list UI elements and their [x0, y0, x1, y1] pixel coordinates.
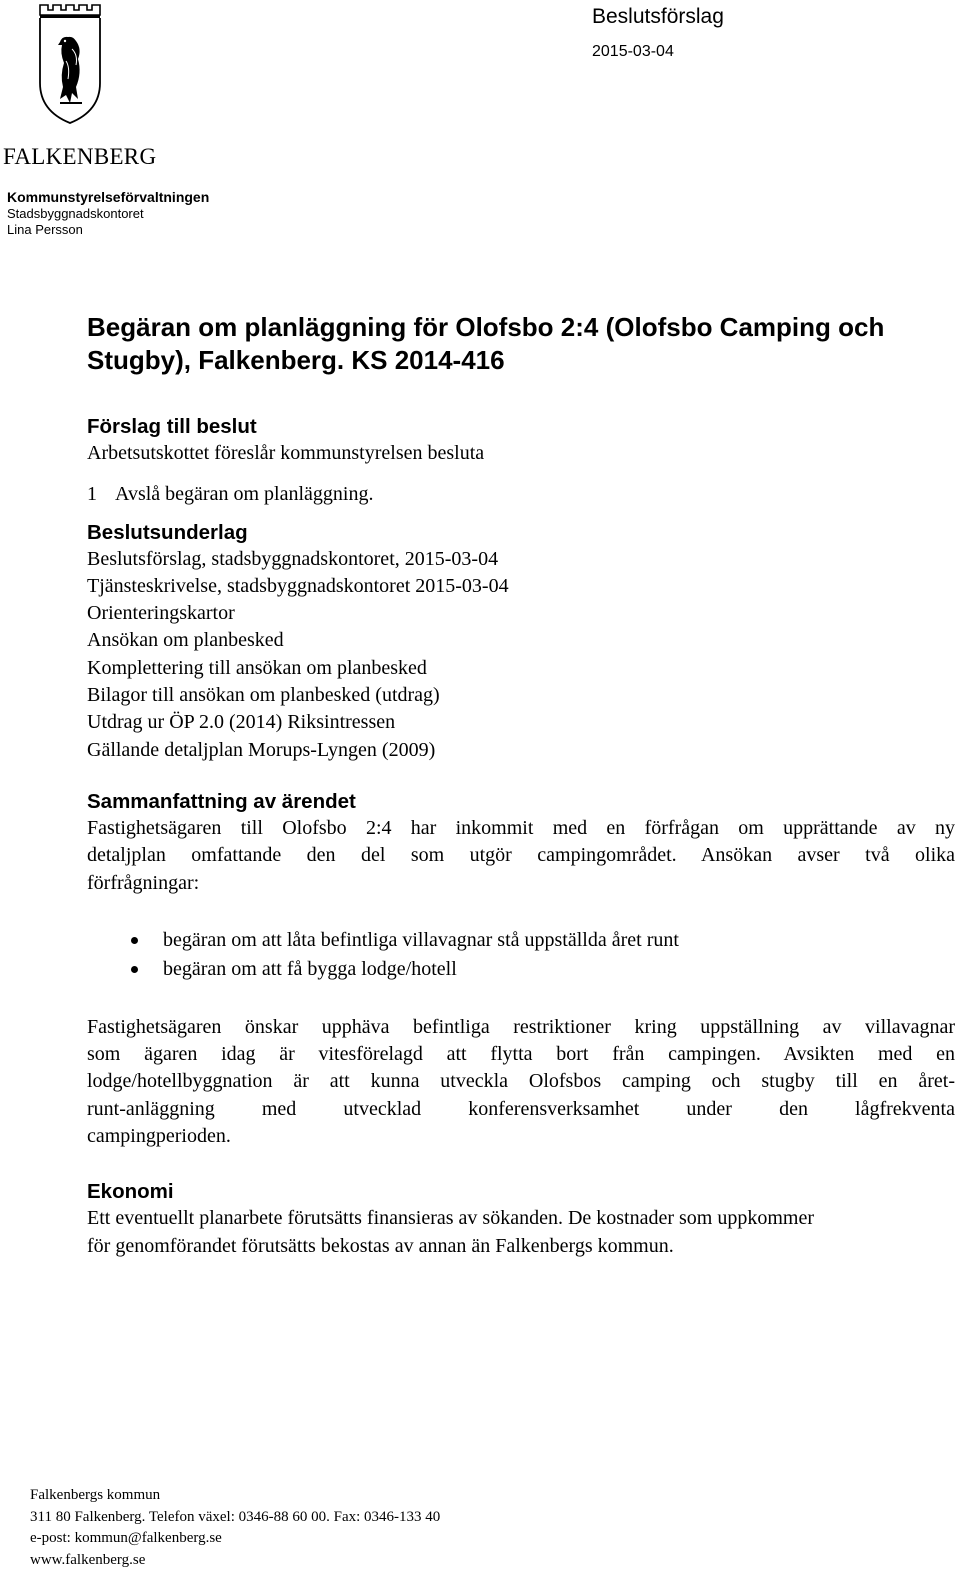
- summary-section: [87, 788, 955, 1150]
- document-title: [87, 311, 955, 377]
- document-type: Beslutsförslag: [592, 5, 724, 28]
- summary-paragraph-line: som ägaren idag är vitesförelagd att flytta bort från campingen. Avsikten med en: [87, 1043, 955, 1066]
- title-line-1: Begäran om planläggning för Olofsbo 2:4 (Olofsbo Camping och: [87, 312, 885, 342]
- footer-email: e-post: kommun@falkenberg.se: [30, 1530, 222, 1546]
- economy-section: [87, 1178, 955, 1260]
- summary-paragraph-line: campingperioden.: [87, 1125, 231, 1148]
- basis-item: Tjänsteskrivelse, stadsbyggnadskontoret 2015-03-04: [87, 574, 509, 597]
- proposal-item-text: Avslå begäran om planläggning.: [115, 483, 374, 506]
- economy-paragraph-line: Ett eventuellt planarbete förutsätts finansieras av sökanden. De kostnader som uppkommer: [87, 1207, 815, 1230]
- author-name: Lina Persson: [7, 222, 83, 237]
- summary-heading: Sammanfattning av ärendet: [87, 789, 356, 813]
- document-date: 2015-03-04: [592, 43, 674, 60]
- basis-item: Utdrag ur ÖP 2.0 (2014) Riksintressen: [87, 711, 396, 734]
- list-item: [87, 926, 955, 955]
- basis-item: Bilagor till ansökan om planbesked (utdrag): [87, 684, 440, 707]
- footer-web: www.falkenberg.se: [30, 1551, 146, 1568]
- proposal-item-number: 1: [87, 483, 97, 506]
- summary-paragraph-line: Fastighetsägaren önskar upphäva befintliga restriktioner kring uppställning av villavagnar: [87, 1015, 955, 1038]
- list-item-text: begäran om att få bygga lodge/hotell: [163, 957, 457, 980]
- summary-paragraph-line: lodge/hotellbyggnation är att kunna utveckla Olofsbos camping och stugby till en året-: [87, 1070, 955, 1093]
- proposal-item: [87, 481, 955, 508]
- summary-paragraph-line: detaljplan omfattande den del som utgör campingområdet. Ansökan avser två olika: [87, 844, 955, 867]
- logo-wordmark: FALKENBERG: [3, 144, 157, 169]
- economy-paragraph-line: för genomförandet förutsätts bekostas av annan än Falkenbergs kommun.: [87, 1234, 674, 1257]
- list-item-text: begäran om att låta befintliga villavagnar stå uppställda året runt: [163, 928, 679, 951]
- document-body: [87, 311, 955, 1260]
- summary-paragraph-line: Fastighetsägaren till Olofsbo 2:4 har inkommit med en förfrågan om upprättande av ny: [87, 816, 955, 839]
- bullet-icon: [131, 937, 138, 944]
- proposal-heading: Förslag till beslut: [87, 415, 257, 438]
- basis-section: [87, 519, 955, 764]
- sender-block: [7, 189, 209, 238]
- footer-address: 311 80 Falkenberg. Telefon växel: 0346-88 60 00. Fax: 0346-133 40: [30, 1508, 441, 1525]
- basis-item: Orienteringskartor: [87, 602, 235, 625]
- basis-heading: Beslutsunderlag: [87, 520, 248, 544]
- page-footer: [30, 1485, 440, 1571]
- basis-item: Ansökan om planbesked: [87, 629, 284, 652]
- request-list: [87, 926, 955, 984]
- falkenberg-coat-of-arms-logo: [38, 3, 102, 125]
- proposal-section: [87, 413, 955, 509]
- footer-org: Falkenbergs kommun: [30, 1487, 161, 1503]
- economy-heading: Ekonomi: [87, 1180, 174, 1204]
- summary-paragraph-line: runt-anläggning med utvecklad konferensverksamhet under den lågfrekventa: [87, 1097, 955, 1120]
- proposal-intro: Arbetsutskottet föreslår kommunstyrelsen besluta: [87, 442, 485, 464]
- bullet-icon: [131, 966, 138, 973]
- list-item: [87, 955, 955, 984]
- office-name: Stadsbyggnadskontoret: [7, 206, 144, 221]
- department-name: Kommunstyrelseförvaltningen: [7, 189, 210, 205]
- title-line-2: Stugby), Falkenberg. KS 2014-416: [87, 345, 505, 375]
- basis-item: Gällande detaljplan Morups-Lyngen (2009): [87, 738, 436, 761]
- basis-item: Beslutsförslag, stadsbyggnadskontoret, 2015-03-04: [87, 547, 499, 570]
- basis-item: Komplettering till ansökan om planbesked: [87, 656, 427, 679]
- summary-paragraph-line: förfrågningar:: [87, 871, 200, 894]
- summary-paragraph-2: [87, 1014, 955, 1150]
